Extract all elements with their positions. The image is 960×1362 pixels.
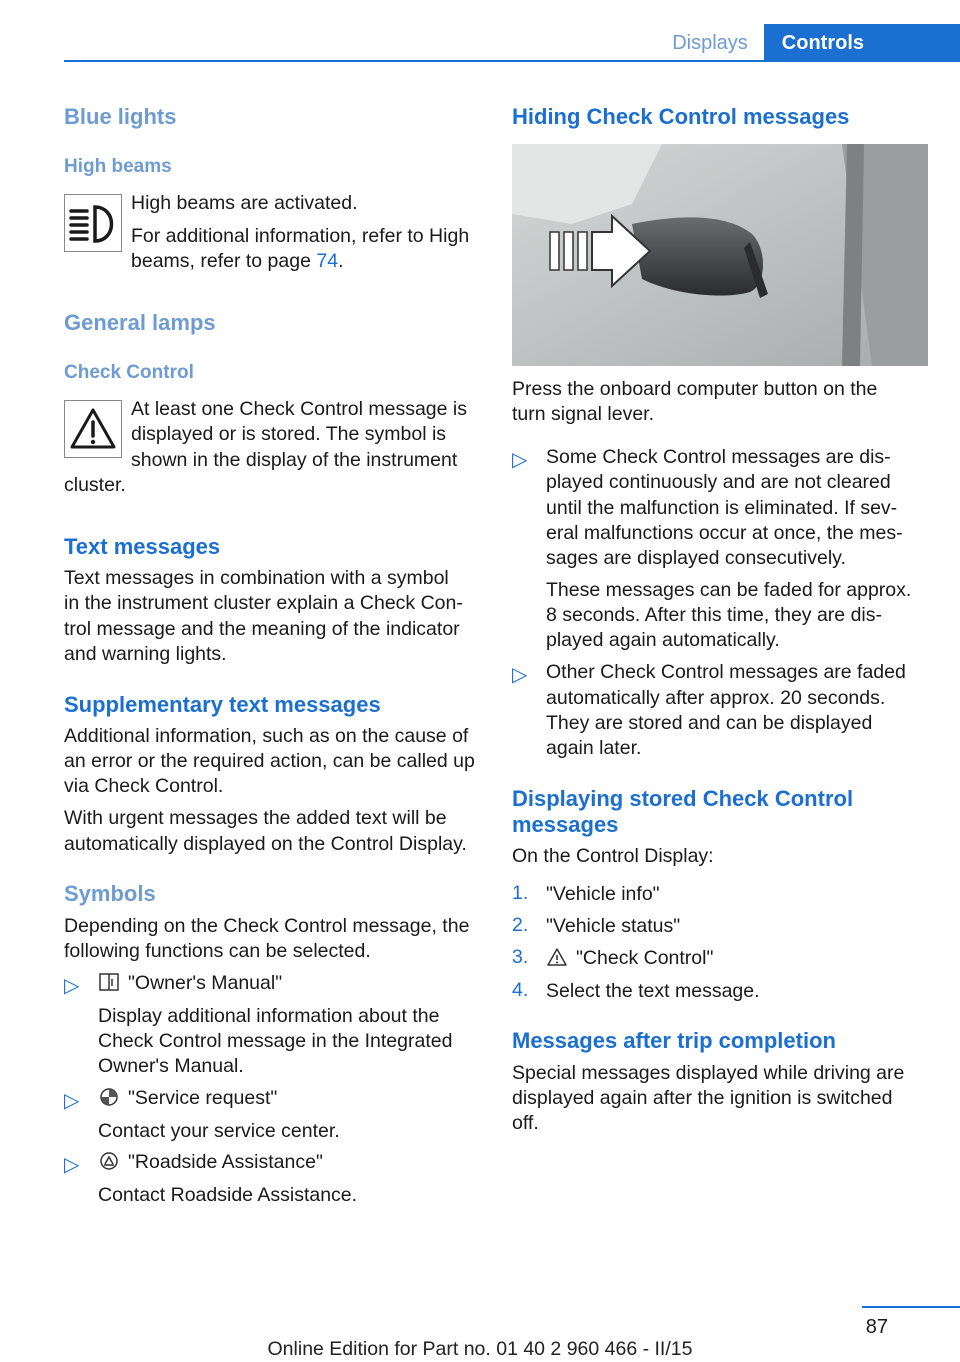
bullet2-line3: They are stored and can be displayed	[546, 712, 873, 734]
heading-trip-completion: Messages after trip completion	[512, 1028, 836, 1053]
owners-manual-desc2: Check Control message in the Integrated	[98, 1030, 453, 1052]
symbols-line2: following functions can be selected.	[64, 940, 371, 962]
symbols-line1: Depending on the Check Control message, the	[64, 915, 470, 937]
text-messages-line3: trol message and the meaning of the indicator	[64, 618, 460, 640]
high-beams-line1: High beams are activated.	[131, 192, 358, 214]
step-select-message: Select the text message.	[546, 980, 760, 1002]
bullet1-line7: 8 seconds. After this time, they are dis-	[546, 604, 882, 626]
supplementary-line5: automatically displayed on the Control Display.	[64, 833, 467, 855]
high-beam-icon	[64, 194, 122, 252]
check-control-line1: At least one Check Control message is	[131, 398, 467, 420]
header-tabs	[656, 24, 960, 62]
step-vehicle-info[interactable]: "Vehicle info"	[546, 883, 660, 905]
header-rule	[64, 60, 960, 62]
check-control-label: "Check Control"	[576, 947, 714, 969]
check-control-line2: displayed or is stored. The symbol is	[131, 423, 447, 445]
trip-line3: off.	[512, 1112, 539, 1134]
bullet2-line4: again later.	[546, 737, 642, 759]
book-icon	[98, 972, 120, 999]
heading-text-messages: Text messages	[64, 534, 221, 559]
high-beams-line2a: For additional information, refer to High	[131, 225, 470, 247]
bullet1-line3: until the malfunction is eliminated. If sev-	[546, 497, 898, 519]
bullet1-line8: played again automatically.	[546, 629, 780, 651]
bullet1-line6: These messages can be faded for approx.	[546, 579, 912, 601]
hiding-para-line2: turn signal lever.	[512, 403, 654, 425]
page-74-link[interactable]: 74	[316, 250, 339, 272]
step-number: 2.	[512, 914, 529, 936]
heading-general-lamps: General lamps	[64, 310, 216, 335]
subheading-check-control: Check Control	[64, 362, 194, 383]
high-beams-line2b	[131, 249, 343, 274]
trip-line1: Special messages displayed while driving are	[512, 1062, 905, 1084]
supplementary-line4: With urgent messages the added text will be	[64, 807, 447, 829]
trip-line2: displayed again after the ignition is switched	[512, 1087, 893, 1109]
bullet1-line4: eral malfunctions occur at once, the mes-	[546, 522, 903, 544]
service-request-desc: Contact your service center.	[98, 1120, 340, 1142]
footer-rule	[862, 1306, 960, 1308]
owners-manual-label: "Owner's Manual"	[128, 972, 283, 994]
roadside-assistance-icon	[98, 1151, 120, 1178]
supplementary-line2: an error or the required action, can be called up	[64, 750, 475, 772]
service-badge-icon	[98, 1087, 120, 1114]
bullet-marker: ▷	[64, 1090, 80, 1112]
stored-intro: On the Control Display:	[512, 845, 714, 867]
supplementary-line1: Additional information, such as on the cause of	[64, 725, 469, 747]
heading-stored-messages-1: Displaying stored Check Control	[512, 786, 854, 811]
step-number: 4.	[512, 979, 529, 1001]
tab-displays[interactable]: Displays	[672, 32, 748, 54]
roadside-assistance-label: "Roadside Assistance"	[128, 1151, 323, 1173]
warning-triangle-icon	[546, 947, 568, 974]
high-beams-ref-text: beams, refer to page	[131, 250, 317, 272]
heading-symbols: Symbols	[64, 881, 156, 906]
step-number: 3.	[512, 946, 529, 968]
heading-hiding-messages: Hiding Check Control messages	[512, 104, 850, 129]
step-number: 1.	[512, 882, 529, 904]
period: .	[338, 250, 344, 272]
bullet1-line5: sages are displayed consecutively.	[546, 547, 846, 569]
heading-supplementary: Supplementary text messages	[64, 692, 381, 717]
text-messages-line1: Text messages in combination with a symbol	[64, 567, 449, 589]
text-messages-line2: in the instrument cluster explain a Check Con-	[64, 592, 463, 614]
owners-manual-item[interactable]	[98, 971, 282, 999]
warning-triangle-icon	[64, 400, 122, 458]
bullet2-line2: automatically after approx. 20 seconds.	[546, 687, 886, 709]
check-control-line4: cluster.	[64, 474, 126, 496]
step-vehicle-status[interactable]: "Vehicle status"	[546, 915, 681, 937]
heading-stored-messages-2: messages	[512, 812, 619, 837]
bullet-marker: ▷	[64, 1154, 80, 1176]
bullet-marker: ▷	[64, 975, 80, 997]
bullet-marker: ▷	[512, 664, 528, 686]
text-messages-line4: and warning lights.	[64, 643, 227, 665]
page-number: 87	[865, 1316, 888, 1338]
bullet-marker: ▷	[512, 449, 528, 471]
roadside-assistance-desc: Contact Roadside Assistance.	[98, 1184, 358, 1206]
heading-blue-lights: Blue lights	[64, 104, 177, 129]
subheading-high-beams: High beams	[64, 156, 172, 177]
roadside-assistance-item[interactable]	[98, 1150, 323, 1178]
check-control-line3: shown in the display of the instrument	[131, 449, 458, 471]
hiding-para-line1: Press the onboard computer button on the	[512, 378, 878, 400]
bullet2-line1: Other Check Control messages are faded	[546, 661, 906, 683]
owners-manual-desc3: Owner's Manual.	[98, 1055, 244, 1077]
footer-edition: Online Edition for Part no. 01 40 2 960 466 - II/15	[267, 1338, 693, 1360]
bullet1-line1: Some Check Control messages are dis-	[546, 446, 891, 468]
service-request-label: "Service request"	[128, 1087, 278, 1109]
service-request-item[interactable]	[98, 1086, 277, 1114]
step-check-control[interactable]	[546, 946, 713, 974]
turn-signal-lever-photo	[512, 144, 928, 366]
bullet1-line2: played continuously and are not cleared	[546, 471, 891, 493]
tab-controls[interactable]: Controls	[764, 24, 960, 62]
supplementary-line3: via Check Control.	[64, 775, 224, 797]
owners-manual-desc1: Display additional information about the	[98, 1005, 440, 1027]
